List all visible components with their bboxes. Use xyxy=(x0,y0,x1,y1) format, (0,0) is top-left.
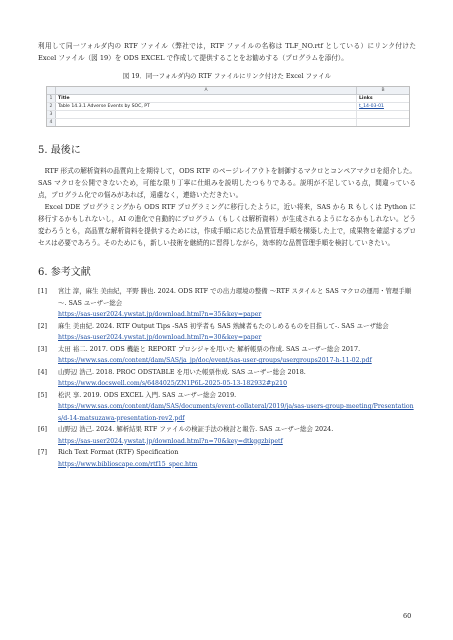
reference-link[interactable]: https://www.sas.com/content/dam/SAS/documents/event-collateral/2019/ja/sas-users-group-meeting/Presentations/d-14-matsuzawa-presentation-rev2.pdf xyxy=(58,403,414,422)
cell-b xyxy=(357,111,409,118)
reference-link[interactable]: https://www.docswell.com/s/6484025/ZN1P6L-2025-05-13-182932#p210 xyxy=(58,380,288,387)
reference-number: [6] xyxy=(38,425,48,433)
reference-list xyxy=(38,286,416,470)
intro-paragraph: 利用して同一フォルダ内の RTF ファイル（弊社では，RTF ファイルの名称は TLF_NO.rtf としている）にリンク付けた Excel ファイル（図 19）を ODS EXCEL で作成して提供することをお勧めする（プログラムを添付）。 xyxy=(38,42,416,62)
reference-item xyxy=(38,390,416,425)
reference-number: [5] xyxy=(38,390,48,399)
rtf-link[interactable]: t_14-03-01 xyxy=(359,104,384,109)
reference-number: [4] xyxy=(38,367,48,376)
sheet-row xyxy=(47,103,409,111)
sheet-row xyxy=(47,111,409,119)
figure-caption: 図 19．同一フォルダ内の RTF ファイルにリンク付けた Excel ファイル xyxy=(122,72,332,80)
column-header-a: A xyxy=(56,87,357,94)
reference-item xyxy=(38,344,416,367)
reference-link[interactable]: https://sas-user2024.ywstat.jp/download.html?n=35&key=paper xyxy=(58,311,262,318)
page-content xyxy=(38,40,416,470)
reference-item xyxy=(38,447,416,470)
reference-link[interactable]: https://www.biblioscape.com/rtf15_spec.htm xyxy=(58,460,198,468)
sheet-row xyxy=(47,119,409,126)
reference-item xyxy=(38,321,416,344)
reference-number: [1] xyxy=(38,287,48,295)
cell-b-link[interactable] xyxy=(357,103,409,110)
reference-text: 太田 裕二. 2017. ODS 機能と REPORT プロシジャを用いた 解析帳票の作成. SAS ユーザー総会 2017. xyxy=(58,344,361,353)
row-number: 3 xyxy=(47,111,56,118)
reference-text: 宮辻 淳，麻生 美由紀，平野 勝也. 2024. ODS RTF での出力環境の整備 ～RTF スタイルと SAS マクロの運用・管理手順～. SAS ユーザー総会 xyxy=(58,287,412,307)
reference-text: 松沢 享. 2019. ODS EXCEL 入門. SAS ユーザー総会 2019. xyxy=(58,390,237,399)
reference-text: Rich Text Format (RTF) Specification xyxy=(58,448,179,456)
column-header-b: B xyxy=(381,88,385,93)
cell-a xyxy=(56,111,357,118)
conclusion-paragraph-1: RTF 形式の解析資料の品質向上を期待して，ODS RTF のページレイアウトを制御するマクロとコンペアマクロを紹介した。SAS マクロを公開できないため，可能な限り丁寧に仕組みを説明したつもりである。説明が不足している点，間違っている点，プログラム化での悩みがあれば，遠慮なく，連絡いただきたい。 xyxy=(38,167,416,199)
cell-b: Links xyxy=(359,96,373,101)
reference-item xyxy=(38,367,416,390)
reference-text: 麻生 美由紀. 2024. RTF Output Tips -SAS 初学者も SAS 熟練者もたのしめるものを目指して-. SAS ユーザ総会 xyxy=(58,321,389,330)
reference-text: 山野辺 浩己. 2024. 解析結果 RTF ファイルの検証手法の検討と報告. SAS ユーザー総会 2024. xyxy=(58,425,334,433)
row-number: 4 xyxy=(47,119,56,126)
cell-a: Title xyxy=(56,95,357,102)
sheet-row xyxy=(47,95,409,103)
page-number: 60 xyxy=(403,612,412,620)
corner-cell xyxy=(47,87,56,94)
section-heading-conclusion: 5. 最後に xyxy=(38,145,81,156)
spreadsheet-figure xyxy=(46,86,410,127)
cell-a: Table 14.3.1 Adverse Events by SOC, PT xyxy=(56,103,357,110)
reference-link[interactable]: https://sas-user2024.ywstat.jp/download.html?n=30&key=paper xyxy=(58,334,262,341)
reference-number: [7] xyxy=(38,448,48,456)
reference-number: [3] xyxy=(38,344,48,353)
column-header-row xyxy=(47,87,409,95)
cell-b xyxy=(357,119,409,126)
row-number: 2 xyxy=(47,103,56,110)
reference-item xyxy=(38,424,416,447)
reference-item xyxy=(38,286,416,321)
conclusion-paragraph-2: Excel DDE プログラミングから ODS RTF プログラミングに移行したように，近い将来，SAS から R もしくは Python に移行するかもしれないし，AI の進化で自動的にプログラム（もしくは解析資料）が生成されるようになるかもしれない。どう変わろうとも，高品質な解析資料を提供するためには，作成手順に応じた品質管理手順を構築した上で，成果物を確認するプロセスは必要であろう。そのためにも，新しい技術を継続的に習得しながら，効率的な品質管理手順を検討していきたい。 xyxy=(38,203,416,247)
cell-a xyxy=(56,119,357,126)
row-number: 1 xyxy=(47,95,56,102)
reference-text: 山野辺 浩己. 2018. PROC ODSTABLE を用いた帳票作成. SAS ユーザー総会 2018. xyxy=(58,367,306,376)
reference-number: [2] xyxy=(38,321,48,330)
reference-link[interactable]: https://sas-user2024.ywstat.jp/download.html?n=70&key=dtkggzbipetf xyxy=(58,437,283,445)
section-heading-references: 6. 参考文献 xyxy=(38,267,91,278)
reference-link[interactable]: https://www.sas.com/content/dam/SAS/ja_jp/doc/event/sas-user-groups/usergroups2017-h-11-02.pdf xyxy=(58,357,372,364)
